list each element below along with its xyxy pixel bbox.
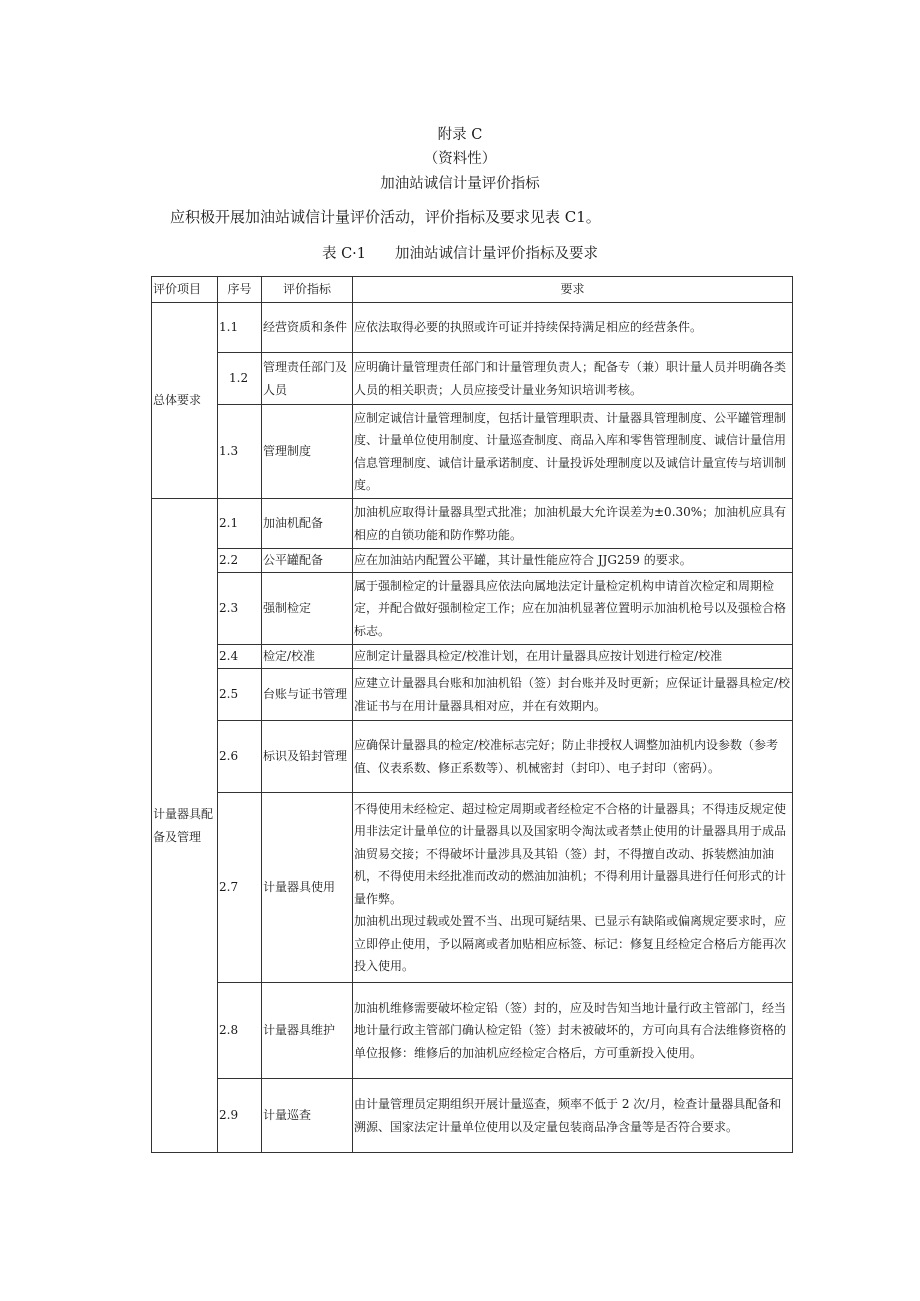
row-no: 2.5	[218, 669, 262, 721]
row-no: 2.7	[218, 793, 262, 983]
row-requirement	[353, 793, 793, 983]
appendix-nature: （资料性）	[423, 151, 497, 167]
header-indicator: 评价指标	[262, 277, 353, 303]
header-no: 序号	[218, 277, 262, 303]
table-row	[152, 353, 793, 405]
row-indicator: 计量器具使用	[262, 793, 353, 983]
row-no: 1.3	[218, 405, 262, 499]
row-requirement: 应在加油站内配置公平罐，其计量性能应符合 JJG259 的要求。	[353, 549, 793, 573]
row-indicator: 检定/校准	[262, 645, 353, 669]
row-indicator: 管理制度	[262, 405, 353, 499]
row-no: 2.1	[218, 499, 262, 549]
row-requirement: 加油机维修需要破坏检定铅（签）封的，应及时告知当地计量行政主管部门，经当地计量行政主管部门确认检定铅（签）封未被破坏的，方可向具有合法维修资格的单位报修：维修后的加油机应经检定合格后，方可重新投入使用。	[353, 983, 793, 1079]
row-indicator: 经营资质和条件	[262, 303, 353, 353]
row-no: 2.2	[218, 549, 262, 573]
appendix-label: 附录 C	[437, 127, 483, 143]
row-indicator: 加油机配备	[262, 499, 353, 549]
category-cell: 总体要求	[152, 303, 218, 499]
row-indicator: 计量器具维护	[262, 983, 353, 1079]
row-requirement: 加油机应取得计量器具型式批准；加油机最大允许误差为±0.30%；加油机应具有相应的自锁功能和防作弊功能。	[353, 499, 793, 549]
row-no: 2.6	[218, 721, 262, 793]
row-indicator: 台账与证书管理	[262, 669, 353, 721]
table-row	[152, 669, 793, 721]
table-row	[152, 573, 793, 645]
row-requirement-part2: 加油机出现过载或处置不当、出现可疑结果、已显示有缺陷或偏离规定要求时，应立即停止使用，予以隔离或者加贴相应标签、标记：修复且经检定合格后方能再次投入使用。	[354, 914, 787, 973]
row-requirement: 由计量管理员定期组织开展计量巡查，频率不低于 2 次/月，检查计量器具配备和溯源、国家法定计量单位使用以及定量包装商品净含量等是否符合要求。	[353, 1079, 793, 1153]
row-no: 1.1	[218, 303, 262, 353]
row-requirement: 属于强制检定的计量器具应依法向属地法定计量检定机构申请首次检定和周期检定，并配合做好强制检定工作；应在加油机显著位置明示加油机枪号以及强检合格标志。	[353, 573, 793, 645]
row-requirement: 应确保计量器具的检定/校准标志完好；防止非授权人调整加油机内设参数（参考值、仪表系数、修正系数等）、机械密封（封印）、电子封印（密码）。	[353, 721, 793, 793]
row-indicator: 强制检定	[262, 573, 353, 645]
table-row	[152, 303, 793, 353]
table-header-row	[152, 277, 793, 303]
row-no: 2.4	[218, 645, 262, 669]
table-row	[152, 983, 793, 1079]
table-row	[152, 793, 793, 983]
table-caption: 表 C·1 加油站诚信计量评价指标及要求	[321, 246, 599, 262]
table-row	[152, 721, 793, 793]
header-requirement: 要求	[353, 277, 793, 303]
table-row	[152, 549, 793, 573]
row-no: 1.2	[218, 353, 262, 405]
row-indicator: 标识及铅封管理	[262, 721, 353, 793]
table-row	[152, 405, 793, 499]
table-row	[152, 499, 793, 549]
category-cell: 计量器具配备及管理	[152, 499, 218, 1153]
row-indicator: 管理责任部门及人员	[262, 353, 353, 405]
row-indicator: 计量巡查	[262, 1079, 353, 1153]
row-requirement-part1: 不得使用未经检定、超过检定周期或者经检定不合格的计量器具；不得违反规定使用非法定计量单位的计量器具以及国家明令淘汰或者禁止使用的计量器具用于成品油贸易交接；不得破坏计量涉具及其铅（签）封，不得擅自改动、拆装燃油加油机，不得使用未经批准而改动的燃油加油机；不得利用计量器具进行任何形式的计量作弊。	[354, 801, 787, 906]
row-requirement: 应明确计量管理责任部门和计量管理负责人；配备专（兼）职计量人员并明确各类人员的相关职责；人员应接受计量业务知识培训考核。	[353, 353, 793, 405]
row-no: 2.9	[218, 1079, 262, 1153]
row-indicator: 公平罐配备	[262, 549, 353, 573]
row-requirement: 应制定计量器具检定/校准计划，在用计量器具应按计划进行检定/校准	[353, 645, 793, 669]
row-requirement: 应制定诚信计量管理制度，包括计量管理职责、计量器具管理制度、公平罐管理制度、计量单位使用制度、计量巡查制度、商品入库和零售管理制度、诚信计量信用信息管理制度、诚信计量承诺制度、计量投诉处理制度以及诚信计量宣传与培训制度。	[353, 405, 793, 499]
intro-paragraph: 应积极开展加油站诚信计量评价活动，评价指标及要求见表 C1。	[170, 208, 601, 226]
header-category: 评价项目	[152, 277, 218, 303]
appendix-title: 加油站诚信计量评价指标	[380, 176, 540, 192]
table-row	[152, 645, 793, 669]
row-requirement: 应依法取得必要的执照或许可证并持续保持满足相应的经营条件。	[353, 303, 793, 353]
row-no: 2.3	[218, 573, 262, 645]
row-requirement: 应建立计量器具台账和加油机铅（签）封台账并及时更新；应保证计量器具检定/校准证书与在用计量器具相对应，并在有效期内。	[353, 669, 793, 721]
row-no: 2.8	[218, 983, 262, 1079]
evaluation-table	[151, 276, 793, 1153]
table-row	[152, 1079, 793, 1153]
